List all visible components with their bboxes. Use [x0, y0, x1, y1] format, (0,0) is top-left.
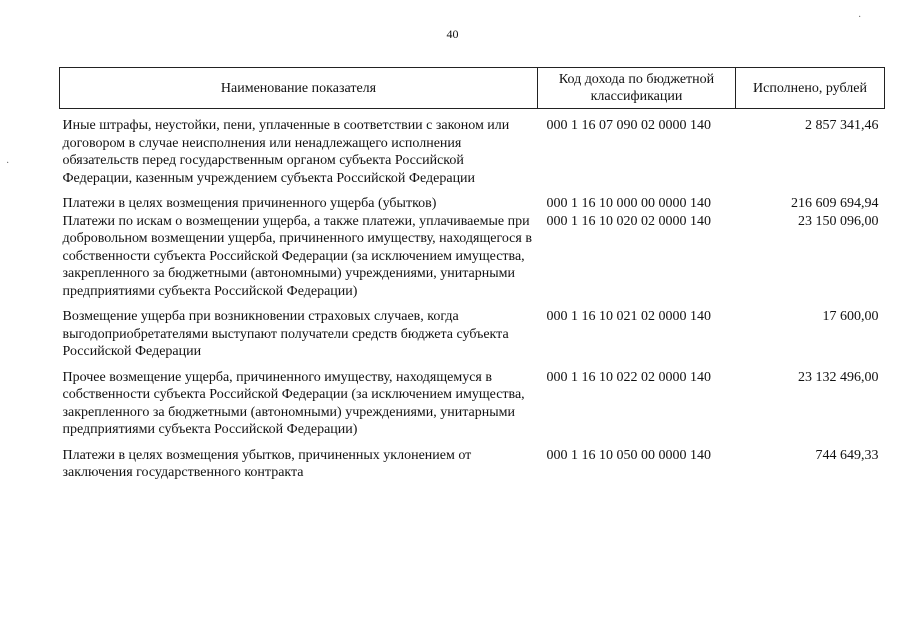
- table-row: [60, 361, 885, 439]
- row-name: Платежи в целях возмещения причиненного ущерба (убытков): [62, 196, 437, 211]
- row-code: 000 1 16 10 000 00 0000 140: [546, 196, 711, 211]
- row-amount: 744 649,33: [815, 447, 879, 463]
- row-amount: 17 600,00: [822, 309, 879, 324]
- row-code: 000 1 16 07 090 02 0000 140: [546, 118, 711, 133]
- table-row: [60, 213, 885, 301]
- header-amount: Исполнено, рублей: [736, 68, 885, 109]
- margin-mark: ·: [6, 158, 10, 169]
- row-code: 000 1 16 10 050 00 0000 140: [546, 447, 711, 463]
- budget-report-table: [59, 67, 885, 482]
- row-name: Прочее возмещение ущерба, причиненного имуществу, находящемуся в собственности субъекта Российской Федерации (за исключением имущества, закрепленного за бюджетными (автономными) учреждениями, унитарными предприятиями субъекта Российской Федерации): [62, 369, 525, 437]
- row-code: 000 1 16 10 020 02 0000 140: [546, 213, 711, 229]
- row-code: 000 1 16 10 022 02 0000 140: [546, 369, 711, 385]
- table-row: [60, 109, 885, 188]
- row-name: Платежи по искам о возмещении ущерба, а также платежи, уплачиваемые при добровольном возмещении ущерба, причиненного имуществу, находящегося в собственности субъекта Российской Федерации (за исключением имущества, закрепленного за бюджетными (автономными) учреждениями, унитарными предприятиями субъекта Российской Федерации): [62, 213, 532, 299]
- table-row: [60, 300, 885, 361]
- page-number: 40: [446, 27, 459, 41]
- row-amount: 216 609 694,94: [791, 196, 879, 211]
- row-amount: 2 857 341,46: [805, 118, 879, 133]
- row-name: Иные штрафы, неустойки, пени, уплаченные в соответствии с законом или договором в случае неисполнения или ненадлежащего исполнения обязательств перед государственным органом субъекта Российской Федерации, казенным учреждением субъекта Российской Федерации: [62, 118, 510, 186]
- header-code: Код дохода по бюджетной классификации: [538, 68, 736, 109]
- row-name: Возмещение ущерба при возникновении страховых случаев, когда выгодоприобретателями выступают получатели средств бюджета субъекта Российской Федерации: [62, 309, 509, 359]
- row-code: 000 1 16 10 021 02 0000 140: [546, 309, 711, 324]
- margin-mark: ·: [858, 12, 862, 23]
- row-amount: 23 150 096,00: [798, 213, 879, 229]
- row-name: Платежи в целях возмещения убытков, причиненных уклонением от заключения государственного контракта: [62, 447, 472, 480]
- table-row: [60, 187, 885, 213]
- table-row: [60, 439, 885, 482]
- header-name: Наименование показателя: [60, 68, 538, 109]
- row-amount: 23 132 496,00: [798, 369, 879, 385]
- table-header-row: [60, 68, 885, 109]
